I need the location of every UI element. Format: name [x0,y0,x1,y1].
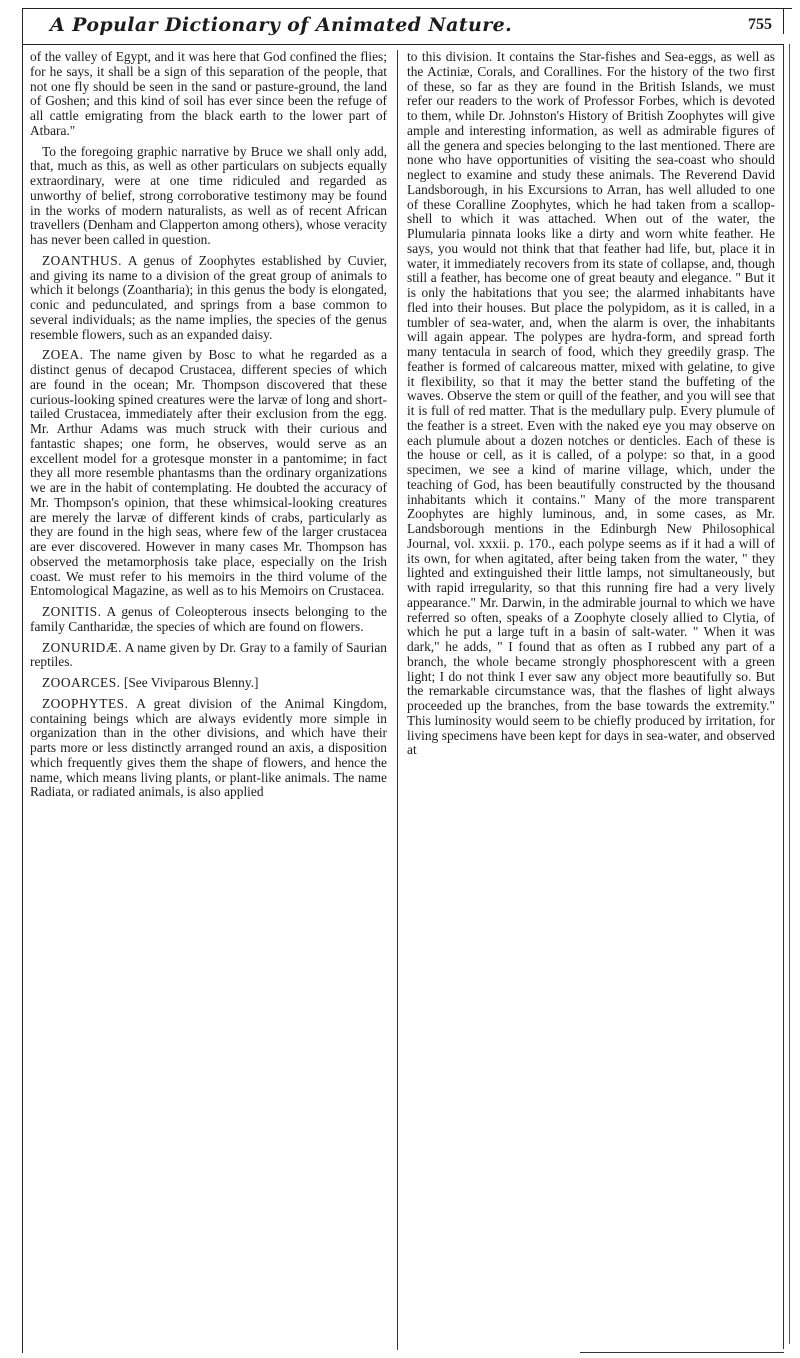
paragraph [30,145,387,248]
header-right-rule [783,8,784,34]
entry-term: ZONURIDÆ. [42,639,123,655]
entry-text: A name given by Dr. Gray to a family of Saurian reptiles. [30,639,387,670]
entry-term: ZONITIS. [42,604,102,619]
entry-text: The name given by Bosc to what he regarded as a distinct genus of decapod Crustacea, different species of which are found in the ocean; Mr. Thompson discovered that these curious-looking spined creatures were the larvæ of long and short-tailed Crustacea, immediately after their exclusion from the egg. Mr. Arthur Adams was much struck with their curious and fantastic shapes; one form, he observes, would serve as an excellent model for a grotesque monster in a pantomime; in fact they all more resemble phantasms than the ordinary organizations we are in the habit of contemplating. He doubted the accuracy of Mr. Thompson's opinion, that these whimsical-looking creatures are merely the larvæ of different kinds of crabs, particularly as they are found in the high seas, where few of the larger crustacea are ever discovered. However in many cases Mr. Thompson has observed the metamorphosis take place, especially on the Irish coast. We must refer to his memoirs in the third volume of the Entomological Magazine, as well as to his Memoirs on Crustacea. [30,347,388,599]
header-underline [22,44,783,45]
left-column [30,50,387,806]
column-divider [397,50,398,1350]
paragraph-text: To the foregoing graphic narrative by Bruce we shall only add, that, much as this, as well as other particulars on subjects equally extraordinary, were at one time ridiculed and regarded as unworthy of belief, strong corroborative testimony may be found in the works of modern naturalists, as well as of recent African travellers (Denham and Clapperton among others), whose veracity has never been called in question. [30,143,387,247]
entry-text: A great division of the Animal Kingdom, containing beings which are always evidently more simple in organization than in the other divisions, and which have their parts more or less distinctly arranged round an axis, a disposition which frequently gives them the shape of flowers, and hence the name, which means living plants, or plant-like animals. The name Radiata, or radiated animals, is also applied [30,695,388,800]
paragraph-text: of the valley of Egypt, and it was here that God confined the flies; for he says, it shall be a sign of this separation of the people, that not one fly should be seen in the sand or pasture-ground, the land of Goshen; and this kind of soil has ever since been the refuge of all cattle emigrating from the black earth to the lower part of Atbara." [30,49,387,138]
entry-text: A genus of Coleopterous insects belonging to the family Cantharidæ, the species of which are found on flowers. [30,604,388,634]
page-number: 755 [748,16,772,33]
entry-term: ZOOARCES. [42,675,121,690]
running-title: A Popular Dictionary of Animated Nature. [50,14,513,36]
header-top-rule [22,8,792,9]
entry-zooarces [30,676,387,691]
entry-zonitis [30,605,387,635]
paragraph [407,50,775,758]
right-page-border-outer [789,44,790,1344]
entry-zoanthus [30,254,387,343]
entry-text: A genus of Zoophytes established by Cuvier, and giving its name to a division of the great group of animals to which it belongs (Zoantharia); in this genus the body is elongated, conic and pedunculated, and springs from a base common to several individuals; as the name implies, the species of the genus resemble flowers, such as an expanded daisy. [30,252,387,342]
entry-zoea [30,348,387,599]
bottom-rule [580,1352,784,1353]
paragraph [30,50,387,139]
page-header [22,14,782,44]
entry-term: ZOANTHUS. [42,252,123,268]
entry-term: ZOOPHYTES. [42,695,129,711]
entry-text: [See Viviparous Blenny.] [123,675,259,690]
right-page-border [783,44,784,1349]
right-column [407,50,775,764]
paragraph-text: to this division. It contains the Star-fishes and Sea-eggs, as well as the Actiniæ, Corals, and Corallines. For the history of the two first of these, so far as they are found in the British Islands, we must refer our readers to the work of Professor Forbes, which is devoted to them, while Dr. Johnston's History of British Zoophytes will give ample and interesting information, as well as admirable figures of all the genera and species belonging to the last mentioned. There are none who have opportunities of visiting the sea-coast who should neglect to examine and study these animals. The Reverend David Landsborough, in his Excursions to Arran, has well alluded to one of these Coralline Zoophytes, which he had taken from a scallop-shell to which it was attached. When out of the water, the Plumularia pinnata looks like a dirty and worn white feather. He says, you would not think that that feather had life, but, place it in water, it immediately recovers from its state of collapse, and, though still a feather, has become one of great beauty and elegance. " But it is only the habitations that you see; the alarmed inhabitants have fled into their houses. But place the polypidom, as it is called, in a tumbler of sea-water, and, when the alarm is over, the inhabitants will again appear. The polypes are hydra-form, and spread forth many tentacula in search of food, which they greedily grasp. The feather is formed of calcareous matter, mixed with gelatine, to give it flexibility, so that it may the better stand the buffeting of the waves. Observe the stem or quill of the feather, and you will see that it is full of red matter. That is the medullary pulp. Every plumule of the feather is a street. Even with the naked eye you may observe on each plumule about a dozen notches or denticles. Each of these is the house or cell, as it is called, of a polype: so that, in a good specimen, we see a kind of marine village, which, under the teaching of God, has been beautifully constructed by the thousand inhabitants which it contains." Many of the more transparent Zoophytes are highly luminous, and, in some cases, as Mr. Landsborough mentions in the Edinburgh New Philosophical Journal, vol. xxxii. p. 170., each polype seems as if it had a will of its own, for when agitated, after being taken from the water, " they lighted and extinguished their little lamps, not simultaneously, but with rapid irregularity, so that this running fire had a very lively appearance." Mr. Darwin, in the admirable journal to which we have referred so often, speaks of a Zoophyte closely allied to Clytia, of which he put a large tuft in a basin of salt-water. " When it was dark," he adds, " I found that as often as I rubbed any part of a branch, the whole became strongly phosphorescent with a green light; I do not think I ever saw any object more beautifully so. But the remarkable circumstance was, that the flashes of light always proceeded up the branches, from the base towards the extremity." This luminosity would seem to be chiefly produced by irritation, for living specimens have been kept for days in sea-water, and observed at [407,49,775,758]
entry-zoophytes [30,697,387,800]
entry-term: ZOEA. [42,347,84,363]
left-page-border [22,8,23,1353]
entry-zonuridae [30,641,387,671]
